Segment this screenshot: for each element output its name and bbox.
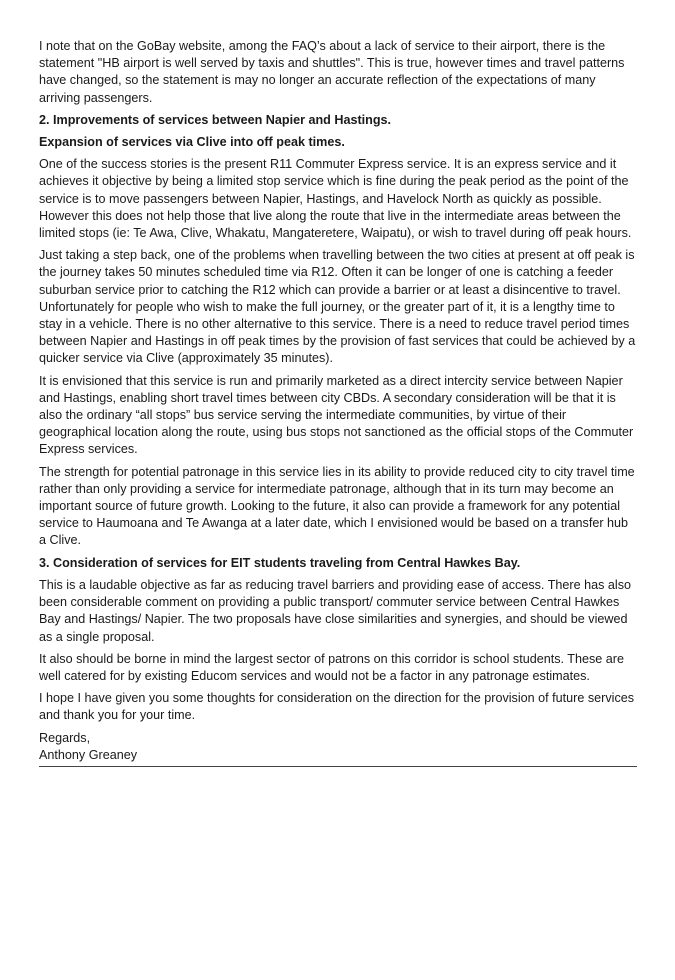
section-2-paragraph-4: The strength for potential patronage in this service lies in its ability to provide reduced city to city travel time rather than only providing a service for intermediate patronage, although that in its turn may become an important source of future growth. Looking to the future, it also can provide a framework for any potential service to Haumoana and Te Awanga at a later date, which I envisioned would be based on a transfer hub a Clive. bbox=[39, 464, 635, 548]
intro-paragraph: I note that on the GoBay website, among the FAQ’s about a lack of service to their airport, there is the statement "HB airport is well served by taxis and shuttles". This is true, however times and travel patterns have changed, so the statement is may no longer an accurate reflection of the expectations of many arriving passengers. bbox=[39, 39, 625, 105]
section-2-subheading: Expansion of services via Clive into off peak times. bbox=[39, 135, 345, 150]
salutation: Regards, bbox=[39, 730, 91, 745]
section-2-paragraph-2: Just taking a step back, one of the problems when travelling between the two cities at present at off peak is the journey takes 50 minutes scheduled time via R12. Often it can be longer of one is catching a feeder suburban service prior to catching the R12 which can provide a barrier or at least a disincentive to travel. Unfortunately for people who wish to make the full journey, or the greater part of it, it is a lengthy time to stay in a vehicle. There is no other alternative to this service. There is a need to reduce travel period times between Napier and Hastings in off peak times by the provision of fast services that could be achieved by a quicker service via Clive (approximately 35 minutes). bbox=[39, 248, 636, 366]
closing-block bbox=[39, 730, 637, 764]
section-2-paragraph-1: One of the success stories is the present R11 Commuter Express service. It is an express service and it achieves it objective by being a limited stop service which is fine during the peak period as the point of the service is to move passengers between Napier, Hastings, and Havelock North as quickly as possible. However this does not help those that live along the route that live in the intermediate areas between the limited stops (ie: Te Awa, Clive, Whakatu, Mangateretere, Waipatu), or wish to travel during off peak hours. bbox=[39, 157, 632, 241]
letter-page bbox=[39, 38, 637, 767]
section-2-paragraph-3: It is envisioned that this service is run and primarily marketed as a direct intercity service between Napier and Hastings, enabling short travel times between city CBDs. A secondary consideration will be that it is also the ordinary “all stops” bus service serving the intermediate communities, by virtue of their geographical location along the route, using bus stops not sanctioned as the official stops of the Commuter Express services. bbox=[39, 373, 634, 457]
footer-divider bbox=[39, 766, 637, 767]
section-3-heading: 3. Consideration of services for EIT students traveling from Central Hawkes Bay. bbox=[39, 555, 521, 570]
section-3-paragraph-1: This is a laudable objective as far as reducing travel barriers and providing ease of access. There has also been considerable comment on providing a public transport/ commuter service between Central Hawkes Bay and Hastings/ Napier. The two proposals have close similarities and synergies, and should be viewed as a single proposal. bbox=[39, 577, 631, 644]
signature-name: Anthony Greaney bbox=[39, 747, 138, 762]
section-3-paragraph-2: It also should be borne in mind the largest sector of patrons on this corridor is school students. These are well catered for by existing Educom services and would not be a factor in any patronage estimates. bbox=[39, 651, 624, 683]
section-2-heading: 2. Improvements of services between Napier and Hastings. bbox=[39, 112, 392, 127]
section-3-paragraph-3: I hope I have given you some thoughts for consideration on the direction for the provision of future services and thank you for your time. bbox=[39, 691, 635, 723]
